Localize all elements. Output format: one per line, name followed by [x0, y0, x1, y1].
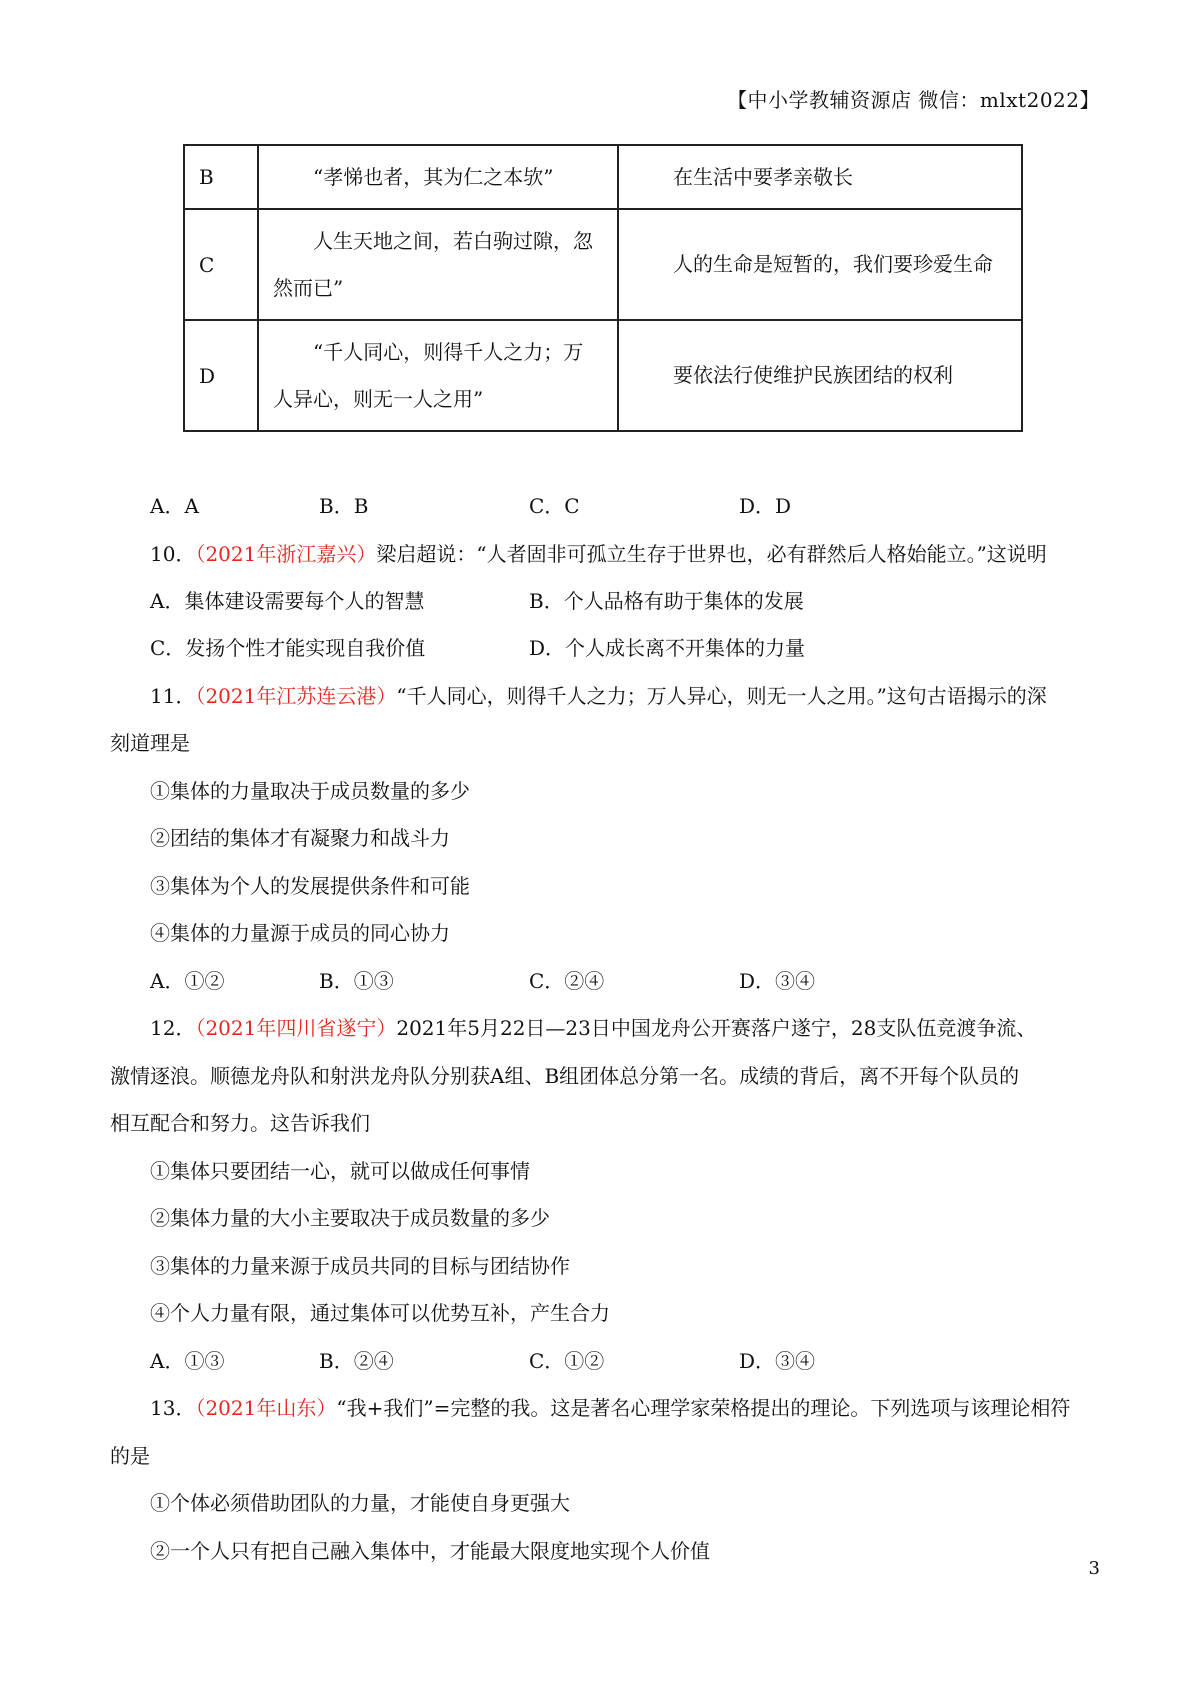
question-table [183, 144, 1023, 432]
q12-item-2: ②集体力量的大小主要取决于成员数量的多少 [150, 1206, 550, 1230]
q12-option-c: C．①② [529, 1349, 605, 1373]
q11-option-a: A．①② [150, 969, 225, 993]
q13-stem-text: “我+我们”=完整的我。这是著名心理学家荣格提出的理论。下列选项与该理论相符 [336, 1396, 1071, 1420]
header-note: 【中小学教辅资源店 微信：mlxt2022】 [727, 88, 1100, 112]
table-cell-option: B [184, 145, 258, 209]
q10-source: （2021年浙江嘉兴） [195, 542, 377, 566]
table-row [184, 320, 1022, 431]
q10-stem [150, 538, 1047, 567]
q10-number: 10． [150, 542, 196, 566]
table-row [184, 145, 1022, 209]
q11-item-1: ①集体的力量取决于成员数量的多少 [150, 779, 470, 803]
q12-option-a: A．①③ [150, 1349, 225, 1373]
q12-source: （2021年四川省遂宁） [195, 1016, 397, 1040]
q11-stem-line1 [150, 680, 1047, 709]
page-number: 3 [1088, 1558, 1100, 1579]
quote-text: “孝悌也者，其为仁之本欤” [313, 164, 554, 189]
q11-option-c: C．②④ [529, 969, 605, 993]
q11-item-4: ④集体的力量源于成员的同心协力 [150, 921, 450, 945]
q12-item-3: ③集体的力量来源于成员共同的目标与团结协作 [150, 1254, 570, 1278]
q11-item-3: ③集体为个人的发展提供条件和可能 [150, 874, 470, 898]
q11-item-2: ②团结的集体才有凝聚力和战斗力 [150, 826, 450, 850]
q13-item-1: ①个体必须借助团队的力量，才能使自身更强大 [150, 1491, 570, 1515]
q9-option-d: D．D [739, 494, 792, 518]
q12-option-d: D．③④ [739, 1349, 816, 1373]
q13-source: （2021年山东） [195, 1396, 337, 1420]
q10-stem-text: 梁启超说：“人者固非可孤立生存于世界也，必有群然后人格始能立。”这说明 [376, 542, 1047, 566]
table-cell-meaning: 在生活中要孝亲敬长 [618, 145, 1022, 209]
table-row [184, 209, 1022, 320]
q12-item-1: ①集体只要团结一心，就可以做成任何事情 [150, 1159, 530, 1183]
q10-option-a: A．集体建设需要每个人的智慧 [150, 589, 425, 613]
q10-option-d: D．个人成长离不开集体的力量 [529, 636, 806, 660]
q11-stem-line2: 刻道理是 [110, 731, 190, 755]
q11-number: 11． [150, 684, 196, 708]
table-cell-option: D [184, 320, 258, 431]
q12-stem-line3: 相互配合和努力。这告诉我们 [110, 1111, 370, 1135]
table-cell-quote [258, 145, 618, 209]
q13-stem-line1 [150, 1392, 1070, 1421]
quote-text: 人生天地之间，若白驹过隙，忽然而已” [273, 228, 593, 300]
q11-source: （2021年江苏连云港） [195, 684, 397, 708]
q11-option-d: D．③④ [739, 969, 816, 993]
q9-option-b: B．B [319, 494, 369, 518]
table-cell-meaning: 要依法行使维护民族团结的权利 [618, 320, 1022, 431]
q12-stem-line1 [150, 1012, 1036, 1041]
q10-option-b: B．个人品格有助于集体的发展 [529, 589, 804, 613]
q9-option-c: C．C [529, 494, 580, 518]
q13-item-2: ②一个人只有把自己融入集体中，才能最大限度地实现个人价值 [150, 1539, 710, 1563]
q12-stem-line2: 激情逐浪。顺德龙舟队和射洪龙舟队分别获A组、B组团体总分第一名。成绩的背后，离不开每个队员的 [110, 1064, 1020, 1088]
q12-number: 12． [150, 1016, 196, 1040]
q12-item-4: ④个人力量有限，通过集体可以优势互补，产生合力 [150, 1301, 610, 1325]
q11-stem-text: “千人同心，则得千人之力；万人异心，则无一人之用。”这句古语揭示的深 [396, 684, 1047, 708]
q9-option-a: A．A [150, 494, 199, 518]
q11-option-b: B．①③ [319, 969, 394, 993]
q13-stem-line2: 的是 [110, 1444, 150, 1468]
q12-option-b: B．②④ [319, 1349, 394, 1373]
table-cell-option: C [184, 209, 258, 320]
table-cell-quote [258, 209, 618, 320]
q10-option-c: C．发扬个性才能实现自我价值 [150, 636, 426, 660]
quote-text: “千人同心，则得千人之力；万人异心，则无一人之用” [273, 339, 584, 411]
table-cell-quote [258, 320, 618, 431]
table-cell-meaning: 人的生命是短暂的，我们要珍爱生命 [618, 209, 1022, 320]
q13-number: 13． [150, 1396, 196, 1420]
q12-stem-text: 2021年5月22日—23日中国龙舟公开赛落户遂宁，28支队伍竞渡争流、 [396, 1016, 1037, 1040]
